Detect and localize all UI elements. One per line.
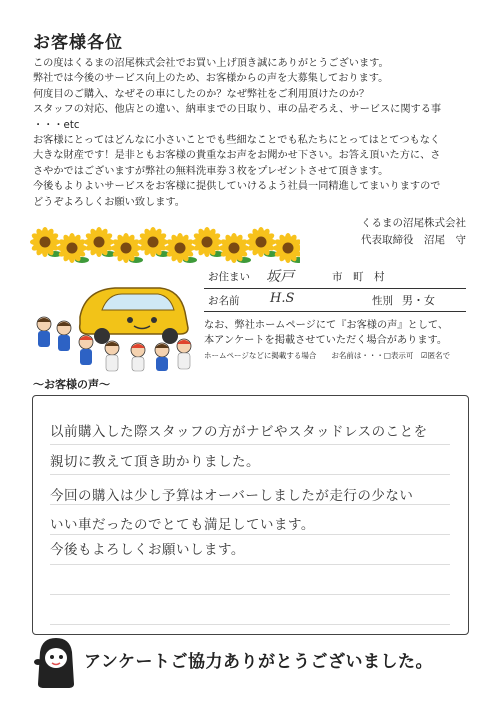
address-label: お住まい <box>208 271 250 283</box>
car-and-staff-illustration <box>30 262 200 372</box>
name-row <box>204 289 466 312</box>
address-row <box>204 266 466 289</box>
sunflower-icon <box>121 243 132 254</box>
sunflower-icon <box>175 243 186 254</box>
notice-line: なお、弊社ホームページにて『お客様の声』として、 <box>204 320 449 331</box>
voice-line: 今後もよろしくお願いします。 <box>50 542 245 558</box>
mascot-icon <box>30 632 80 692</box>
gender-label: 性別 <box>372 295 393 307</box>
sunflower-garland-illustration <box>30 218 300 268</box>
ruled-line <box>50 564 450 595</box>
intro-line: 大きな財産です！是非ともお客様の貴重なお声をお聞かせ下さい。お答え頂いた方に、さ <box>33 150 441 162</box>
sunflower-icon <box>283 243 294 254</box>
intro-line: 弊社では今後のサービス向上のため、お客様からの声を大募集しております。 <box>33 73 389 85</box>
page-title: お客様各位 <box>33 33 123 53</box>
company-name: くるまの沼尾株式会社 <box>361 217 466 229</box>
gender-value: 男・女 <box>402 294 435 307</box>
sunflower-icon <box>202 237 213 248</box>
sunflower-icon <box>67 243 78 254</box>
notice-line: 本アンケートを掲載させていただく場合があります。 <box>204 335 448 347</box>
company-representative: 代表取締役 沼尾 守 <box>361 234 466 246</box>
address-value: 坂戸 <box>266 269 294 285</box>
intro-line: さやかではございますが弊社の無料洗車券３枚をプレゼントさせて頂きます。 <box>33 165 389 177</box>
intro-line: お客様にとってはどんなに小さいことでも些細なことでも私たちにとってはとてつもなく <box>33 135 441 147</box>
sunflower-icon <box>229 243 240 254</box>
thank-you-message: アンケートご協力ありがとうございました。 <box>84 652 433 672</box>
company-signature <box>361 215 466 249</box>
intro-line: 今後もよりよいサービスをお客様に提供していけるよう社員一同精進してまいりますので <box>33 181 441 193</box>
sunflower-icon <box>256 237 267 248</box>
intro-line: スタッフの対応、他店との違い、納車までの日取り、車の品ぞろえ、サービスに関する事 <box>33 104 442 116</box>
publication-notice <box>204 318 474 349</box>
intro-line: 何度目のご購入、なぜその車にしたのか？なぜ弊社をご利用頂けたのか？ <box>33 88 370 100</box>
intro-line: ・・・etc <box>33 119 80 131</box>
name-label: お名前 <box>208 295 240 307</box>
sunflower-icon <box>40 237 51 248</box>
voice-line: 親切に教えて頂き助かりました。 <box>50 454 260 470</box>
sunflower-icon <box>148 237 159 248</box>
ruled-line <box>50 594 450 625</box>
voice-line: いい車だったのでとても満足しています。 <box>50 517 315 533</box>
address-units: 市 町 村 <box>332 271 385 283</box>
name-value: H.S <box>270 291 295 306</box>
intro-text <box>33 56 473 210</box>
publish-options: ホームページなどに掲載する場合 お名前は・・・□表示可 ☑匿名で <box>204 351 451 360</box>
voice-line: 今回の購入は少し予算はオーバーしましたが走行の少ない <box>50 488 414 504</box>
voice-header: ～お客様の声～ <box>33 378 110 391</box>
sunflower-icon <box>94 237 105 248</box>
intro-line: この度はくるまの沼尾株式会社でお買い上げ頂き誠にありがとうございます。 <box>33 58 389 69</box>
voice-line: 以前購入した際スタッフの方がナビやスタッドレスのことを <box>50 424 428 440</box>
intro-line: どうぞよろしくお願い致します。 <box>33 196 185 208</box>
